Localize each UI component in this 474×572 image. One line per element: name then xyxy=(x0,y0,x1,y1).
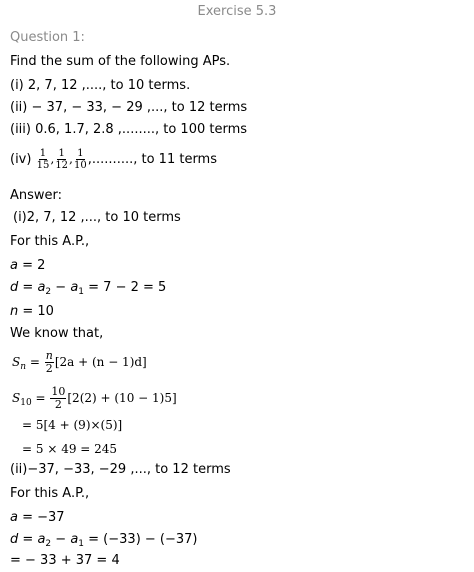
question-label: Question 1: xyxy=(10,30,85,45)
item-iv-prefix: (iv) xyxy=(10,152,32,167)
question-item-iv: (iv) $\frac{1}{15}$ , $\frac{1}{12}$ , $\frac{1}{10}$ ,.........., to 11 terms xyxy=(10,148,217,171)
question-item-ii: (ii) − 37, − 33, − 29 ,..., to 12 terms xyxy=(10,100,248,115)
fraction-3: $\frac{1}{10}$ xyxy=(74,148,87,171)
fraction-2: $\frac{1}{12}$ xyxy=(55,148,69,171)
answer-ii-d: $d = a_2 - a_1 = (-33) - (-37)$ xyxy=(10,532,198,549)
answer-i-we-know: We know that, xyxy=(10,326,104,341)
s10-substitution: $S_{10}$ = $\frac{10}{2}$ [2(2) + (10 − 1)5] xyxy=(12,385,177,411)
item-iv-suffix: ,.........., to 11 terms xyxy=(87,152,217,167)
s10-step3: = 5[4 + (9)×(5)] xyxy=(22,418,123,432)
answer-i-d: $d = a_2 - a_1 = 7 - 2 = 5$ xyxy=(10,280,167,297)
answer-i-heading: (i)2, 7, 12 ,..., to 10 terms xyxy=(13,210,181,225)
answer-ii-for-ap: For this A.P., xyxy=(10,486,90,501)
answer-i-n: n = 10 xyxy=(10,304,54,319)
exercise-title: Exercise 5.3 xyxy=(197,4,277,19)
answer-i-a: a = 2 xyxy=(10,258,46,273)
answer-ii-heading: (ii)−37, −33, −29 ,..., to 12 terms xyxy=(10,462,231,477)
answer-ii-a: a = −37 xyxy=(10,510,65,525)
answer-ii-last: = − 33 + 37 = 4 xyxy=(10,553,120,568)
question-item-i: (i) 2, 7, 12 ,...., to 10 terms. xyxy=(10,78,191,93)
sum-formula: $S_n$ = $\frac{n}{2}$ [2a + (n − 1)d] xyxy=(12,349,147,375)
answer-i-for-ap: For this A.P., xyxy=(10,234,90,249)
answer-label: Answer: xyxy=(10,188,63,203)
question-item-iii: (iii) 0.6, 1.7, 2.8 ,........, to 100 terms xyxy=(10,122,248,137)
fraction-1: $\frac{1}{15}$ xyxy=(36,148,50,171)
s10-step4: = 5 × 49 = 245 xyxy=(22,442,118,456)
question-prompt: Find the sum of the following APs. xyxy=(10,54,231,69)
